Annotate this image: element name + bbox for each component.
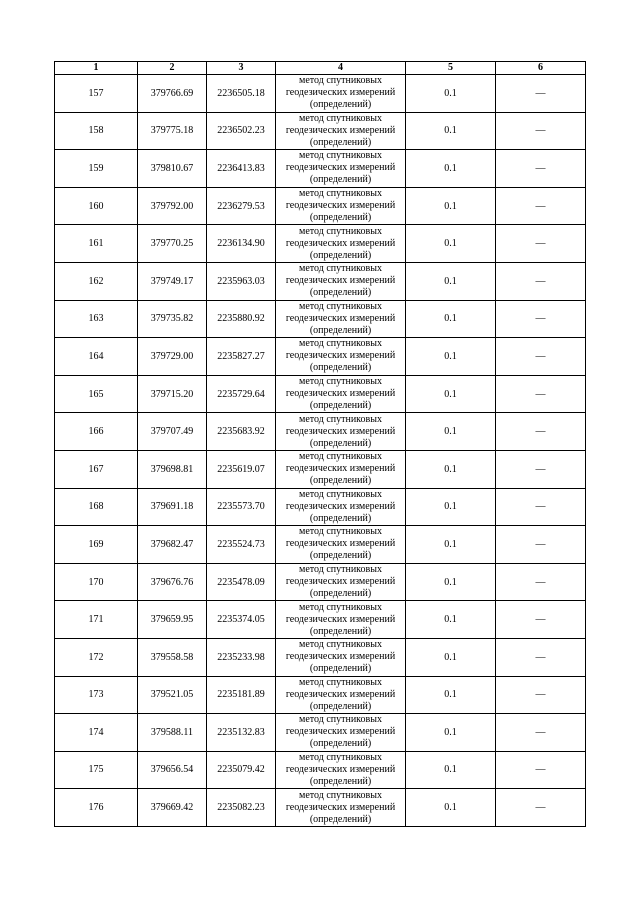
table-row [55,789,586,827]
method-cell [276,413,406,451]
note-cell: — [496,789,586,827]
x-coordinate-cell: 379669.42 [138,789,207,827]
note-cell: — [496,714,586,752]
method-line: (определений) [309,212,372,224]
table-row [55,187,586,225]
accuracy-cell: 0.1 [406,413,496,451]
y-coordinate-cell: 2235619.07 [207,450,276,488]
x-coordinate-cell: 379792.00 [138,187,207,225]
method-line: метод спутниковых [299,789,382,801]
method-line: (определений) [309,174,372,186]
x-coordinate-cell: 379691.18 [138,488,207,526]
x-coordinate-cell: 379707.49 [138,413,207,451]
method-line: геодезических измерений [285,388,396,400]
method-line: (определений) [309,663,372,675]
column-header: 5 [406,62,496,75]
x-coordinate-cell: 379735.82 [138,300,207,338]
method-line: метод спутниковых [299,150,382,162]
method-line: геодезических измерений [285,87,396,99]
y-coordinate-cell: 2236505.18 [207,75,276,113]
table-row [55,338,586,376]
method-cell [276,714,406,752]
x-coordinate-cell: 379775.18 [138,112,207,150]
y-coordinate-cell: 2235827.27 [207,338,276,376]
point-number-cell: 170 [55,563,138,601]
method-line: (определений) [309,249,372,261]
note-cell: — [496,488,586,526]
table-row [55,450,586,488]
point-number-cell: 163 [55,300,138,338]
note-cell: — [496,225,586,263]
point-number-cell: 161 [55,225,138,263]
point-number-cell: 175 [55,751,138,789]
y-coordinate-cell: 2236134.90 [207,225,276,263]
method-line: метод спутниковых [299,263,382,275]
method-cell [276,488,406,526]
note-cell: — [496,262,586,300]
method-line: геодезических измерений [285,275,396,287]
header-row [55,62,586,75]
y-coordinate-cell: 2235729.64 [207,375,276,413]
method-cell [276,450,406,488]
accuracy-cell: 0.1 [406,751,496,789]
point-number-cell: 165 [55,375,138,413]
y-coordinate-cell: 2235082.23 [207,789,276,827]
method-line: метод спутниковых [299,451,382,463]
y-coordinate-cell: 2236279.53 [207,187,276,225]
method-line: метод спутниковых [299,300,382,312]
method-cell [276,601,406,639]
table-row [55,150,586,188]
y-coordinate-cell: 2235573.70 [207,488,276,526]
accuracy-cell: 0.1 [406,262,496,300]
method-line: геодезических измерений [285,350,396,362]
y-coordinate-cell: 2235524.73 [207,526,276,564]
point-number-cell: 174 [55,714,138,752]
table-row [55,375,586,413]
method-line: (определений) [309,324,372,336]
method-line: (определений) [309,813,372,825]
column-header: 2 [138,62,207,75]
accuracy-cell: 0.1 [406,601,496,639]
accuracy-cell: 0.1 [406,714,496,752]
method-line: (определений) [309,775,372,787]
y-coordinate-cell: 2235683.92 [207,413,276,451]
method-line: геодезических измерений [285,613,396,625]
point-number-cell: 172 [55,638,138,676]
table-row [55,488,586,526]
method-cell [276,112,406,150]
note-cell: — [496,676,586,714]
method-cell [276,789,406,827]
point-number-cell: 157 [55,75,138,113]
point-number-cell: 169 [55,526,138,564]
method-cell [276,262,406,300]
table-row [55,563,586,601]
note-cell: — [496,638,586,676]
note-cell: — [496,75,586,113]
accuracy-cell: 0.1 [406,676,496,714]
x-coordinate-cell: 379682.47 [138,526,207,564]
method-cell [276,751,406,789]
note-cell: — [496,338,586,376]
table-row [55,112,586,150]
method-cell [276,75,406,113]
point-number-cell: 166 [55,413,138,451]
note-cell: — [496,526,586,564]
method-line: (определений) [309,287,372,299]
accuracy-cell: 0.1 [406,450,496,488]
point-number-cell: 173 [55,676,138,714]
method-line: метод спутниковых [299,676,382,688]
method-line: метод спутниковых [299,112,382,124]
y-coordinate-cell: 2235079.42 [207,751,276,789]
y-coordinate-cell: 2235181.89 [207,676,276,714]
point-number-cell: 159 [55,150,138,188]
method-cell [276,526,406,564]
accuracy-cell: 0.1 [406,789,496,827]
y-coordinate-cell: 2235132.83 [207,714,276,752]
accuracy-cell: 0.1 [406,338,496,376]
x-coordinate-cell: 379521.05 [138,676,207,714]
x-coordinate-cell: 379588.11 [138,714,207,752]
method-line: геодезических измерений [285,463,396,475]
column-header: 1 [55,62,138,75]
method-line: метод спутниковых [299,526,382,538]
note-cell: — [496,450,586,488]
point-number-cell: 168 [55,488,138,526]
table-row [55,638,586,676]
note-cell: — [496,413,586,451]
point-number-cell: 160 [55,187,138,225]
note-cell: — [496,150,586,188]
column-header: 4 [276,62,406,75]
method-cell [276,638,406,676]
method-line: метод спутниковых [299,338,382,350]
table-row [55,526,586,564]
x-coordinate-cell: 379766.69 [138,75,207,113]
method-line: метод спутниковых [299,75,382,87]
method-line: (определений) [309,512,372,524]
method-line: метод спутниковых [299,601,382,613]
note-cell: — [496,300,586,338]
accuracy-cell: 0.1 [406,150,496,188]
accuracy-cell: 0.1 [406,488,496,526]
method-line: (определений) [309,437,372,449]
table-row [55,300,586,338]
table-row [55,225,586,263]
method-cell [276,150,406,188]
point-number-cell: 158 [55,112,138,150]
method-line: (определений) [309,400,372,412]
y-coordinate-cell: 2235880.92 [207,300,276,338]
method-line: геодезических измерений [285,763,396,775]
x-coordinate-cell: 379770.25 [138,225,207,263]
document-page [54,61,586,827]
column-header: 6 [496,62,586,75]
method-line: метод спутниковых [299,751,382,763]
method-line: (определений) [309,588,372,600]
method-line: геодезических измерений [285,200,396,212]
coordinates-table [54,61,586,827]
note-cell: — [496,112,586,150]
method-line: метод спутниковых [299,413,382,425]
method-cell [276,225,406,263]
accuracy-cell: 0.1 [406,638,496,676]
table-row [55,676,586,714]
y-coordinate-cell: 2235233.98 [207,638,276,676]
method-line: геодезических измерений [285,726,396,738]
table-row [55,751,586,789]
y-coordinate-cell: 2235478.09 [207,563,276,601]
method-line: (определений) [309,475,372,487]
accuracy-cell: 0.1 [406,563,496,601]
point-number-cell: 176 [55,789,138,827]
accuracy-cell: 0.1 [406,300,496,338]
method-line: (определений) [309,550,372,562]
method-line: геодезических измерений [285,425,396,437]
table-row [55,714,586,752]
x-coordinate-cell: 379698.81 [138,450,207,488]
x-coordinate-cell: 379749.17 [138,262,207,300]
method-line: геодезических измерений [285,688,396,700]
y-coordinate-cell: 2235374.05 [207,601,276,639]
method-line: геодезических измерений [285,500,396,512]
x-coordinate-cell: 379659.95 [138,601,207,639]
accuracy-cell: 0.1 [406,187,496,225]
x-coordinate-cell: 379558.58 [138,638,207,676]
method-line: геодезических измерений [285,124,396,136]
method-line: (определений) [309,700,372,712]
method-line: метод спутниковых [299,639,382,651]
x-coordinate-cell: 379676.76 [138,563,207,601]
table-row [55,413,586,451]
method-line: геодезических измерений [285,801,396,813]
accuracy-cell: 0.1 [406,375,496,413]
note-cell: — [496,187,586,225]
method-cell [276,563,406,601]
point-number-cell: 162 [55,262,138,300]
y-coordinate-cell: 2236413.83 [207,150,276,188]
accuracy-cell: 0.1 [406,225,496,263]
table-row [55,262,586,300]
method-line: метод спутниковых [299,376,382,388]
x-coordinate-cell: 379715.20 [138,375,207,413]
method-line: геодезических измерений [285,237,396,249]
method-line: метод спутниковых [299,714,382,726]
note-cell: — [496,601,586,639]
method-cell [276,338,406,376]
method-line: метод спутниковых [299,488,382,500]
table-body [55,62,586,827]
y-coordinate-cell: 2235963.03 [207,262,276,300]
point-number-cell: 164 [55,338,138,376]
point-number-cell: 167 [55,450,138,488]
x-coordinate-cell: 379729.00 [138,338,207,376]
method-line: (определений) [309,362,372,374]
note-cell: — [496,751,586,789]
table-row [55,601,586,639]
method-line: метод спутниковых [299,225,382,237]
x-coordinate-cell: 379656.54 [138,751,207,789]
method-line: геодезических измерений [285,312,396,324]
method-line: метод спутниковых [299,188,382,200]
method-line: (определений) [309,99,372,111]
point-number-cell: 171 [55,601,138,639]
method-line: (определений) [309,738,372,750]
method-line: геодезических измерений [285,162,396,174]
column-header: 3 [207,62,276,75]
note-cell: — [496,375,586,413]
method-line: геодезических измерений [285,651,396,663]
x-coordinate-cell: 379810.67 [138,150,207,188]
method-cell [276,187,406,225]
method-cell [276,375,406,413]
method-line: (определений) [309,625,372,637]
y-coordinate-cell: 2236502.23 [207,112,276,150]
accuracy-cell: 0.1 [406,526,496,564]
method-line: (определений) [309,136,372,148]
note-cell: — [496,563,586,601]
method-cell [276,300,406,338]
table-row [55,75,586,113]
method-cell [276,676,406,714]
accuracy-cell: 0.1 [406,112,496,150]
method-line: геодезических измерений [285,576,396,588]
accuracy-cell: 0.1 [406,75,496,113]
method-line: геодезических измерений [285,538,396,550]
method-line: метод спутниковых [299,564,382,576]
